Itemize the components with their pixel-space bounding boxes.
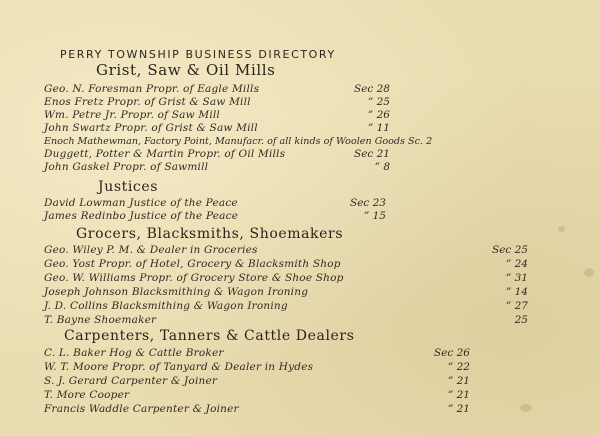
directory-entry: Enos Fretz Propr. of Grist & Saw Mill bbox=[44, 96, 251, 108]
section-number: Sec 21 bbox=[354, 148, 390, 160]
section-heading: Justices bbox=[98, 179, 159, 195]
directory-entry: John Gaskel Propr. of Sawmill bbox=[44, 161, 209, 173]
section-number: ” 15 bbox=[363, 210, 386, 222]
section-number: Sec 23 bbox=[350, 197, 386, 209]
section-number: ” 11 bbox=[367, 122, 390, 134]
directory-entry: C. L. Baker Hog & Cattle Broker bbox=[44, 347, 224, 359]
directory-entry: Geo. Wiley P. M. & Dealer in Groceries bbox=[44, 244, 258, 256]
directory-entry: James Redinbo Justice of the Peace bbox=[44, 210, 239, 222]
section-heading: Grist, Saw & Oil Mills bbox=[96, 61, 276, 79]
section-number: Sec 26 bbox=[434, 347, 470, 359]
paper-stain bbox=[558, 226, 565, 232]
directory-entry: Geo. W. Williams Propr. of Grocery Store & Shoe Shop bbox=[44, 272, 344, 284]
section-number: Sec 28 bbox=[354, 83, 390, 95]
section-number: Sec 25 bbox=[492, 244, 528, 256]
directory-entry: David Lowman Justice of the Peace bbox=[44, 197, 238, 209]
paper-stain bbox=[520, 404, 532, 412]
section-number: ” 24 bbox=[505, 258, 528, 270]
section-number: ” 14 bbox=[505, 286, 528, 298]
section-heading: Grocers, Blacksmiths, Shoemakers bbox=[76, 226, 344, 242]
directory-entry: John Swartz Propr. of Grist & Saw Mill bbox=[44, 122, 258, 134]
section-number: ” 22 bbox=[447, 361, 470, 373]
directory-entry: T. Bayne Shoemaker bbox=[44, 314, 157, 326]
section-number: ” 27 bbox=[505, 300, 528, 312]
section-number: ” 31 bbox=[505, 272, 528, 284]
section-number: ” 26 bbox=[367, 109, 390, 121]
section-number: ” 21 bbox=[447, 403, 470, 415]
directory-entry: Joseph Johnson Blacksmithing & Wagon Ironing bbox=[44, 286, 309, 298]
directory-entry: J. D. Collins Blacksmithing & Wagon Ironing bbox=[44, 300, 288, 312]
paper-stain bbox=[584, 268, 594, 277]
section-number: ” 21 bbox=[447, 389, 470, 401]
directory-entry: W. T. Moore Propr. of Tanyard & Dealer in Hydes bbox=[44, 361, 314, 373]
directory-entry: Francis Waddle Carpenter & Joiner bbox=[44, 403, 239, 415]
section-number: ” 21 bbox=[447, 375, 470, 387]
directory-entry: T. More Cooper bbox=[44, 389, 130, 401]
directory-entry: S. J. Gerard Carpenter & Joiner bbox=[44, 375, 218, 387]
directory-entry: Wm. Petre Jr. Propr. of Saw Mill bbox=[44, 109, 220, 121]
directory-entry: Enoch Mathewman, Factory Point, Manufacr. of all kinds of Woolen Goods Sc. 2 bbox=[44, 136, 433, 147]
section-number: 25 bbox=[514, 314, 528, 326]
section-number: ” 8 bbox=[374, 161, 390, 173]
section-heading: Carpenters, Tanners & Cattle Dealers bbox=[64, 328, 355, 344]
section-number: ” 25 bbox=[367, 96, 390, 108]
directory-entry: Geo. Yost Propr. of Hotel, Grocery & Blacksmith Shop bbox=[44, 258, 341, 270]
directory-title: PERRY TOWNSHIP BUSINESS DIRECTORY bbox=[60, 48, 336, 61]
directory-entry: Geo. N. Foresman Propr. of Eagle Mills bbox=[44, 83, 260, 95]
directory-entry: Duggett, Potter & Martin Propr. of Oil Mills bbox=[44, 148, 286, 160]
